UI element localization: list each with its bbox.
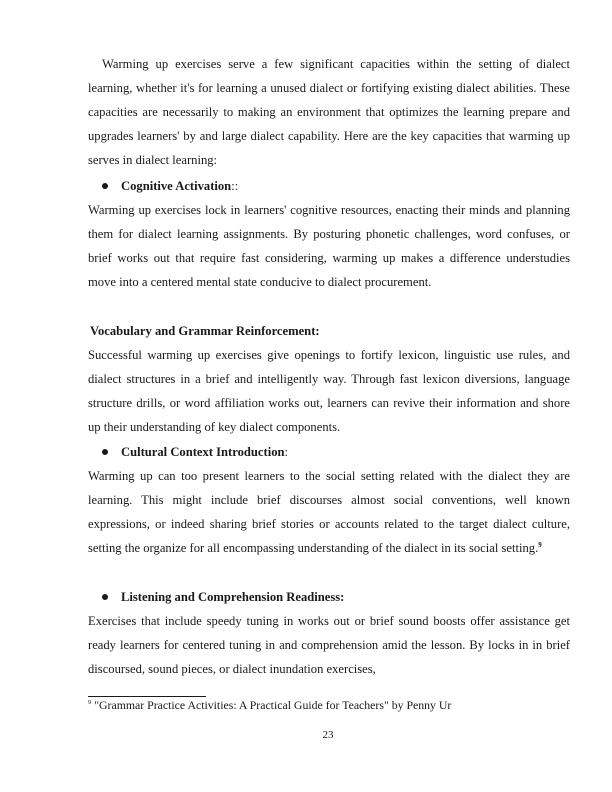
footnote: $^9$ "Grammar Practice Activities: A Practical Guide for Teachers" by Penny Ur <box>88 698 452 712</box>
bullet-dot <box>102 449 108 455</box>
section-heading-listening: Listening and Comprehension Readiness: <box>121 590 345 604</box>
section-heading-cultural: Cultural Context Introduction <box>121 445 285 459</box>
bullet-dot <box>102 594 108 600</box>
bullet-dot <box>102 183 108 189</box>
paragraph-cultural: Warming up can too present learners to the social setting related with the dialect they are learning. This might include brief discourses almost social conventions, well known expressions, or indeed sharing brief stories or accounts related to the target dialect culture, setting the organize for all encompassing understanding of the dialect in its social setting.$^9$ <box>88 469 570 556</box>
paragraph-listening: Exercises that include speedy tuning in works out or brief sound boosts offer assistance get ready learners for centered tuning in and comprehension amid the lesson. By locks in in brief discoursed, sound pieces, or dialect inundation exercises, <box>88 614 570 677</box>
footnote-marker: 9 <box>538 541 542 550</box>
intro-paragraph: Warming up exercises serve a few significant capacities within the setting of dialect learning, whether it's for learning a unused dialect or fortifying existing dialect abilities. These capacities are necessarily to making an environment that optimizes the learning prepare and upgrades learners' by and large dialect capability. Here are the key capacities that warming up serves in dialect learning: <box>88 57 570 168</box>
page-number: 23 <box>322 729 334 741</box>
footnote-divider <box>88 696 206 697</box>
section-heading-vocabulary: Vocabulary and Grammar Reinforcement: <box>90 324 320 338</box>
paragraph-vocabulary: Successful warming up exercises give openings to fortify lexicon, linguistic use rules, and dialect structures in a brief and intelligently way. Through fast lexicon diversions, language structure drills, or word affiliation works out, learners can revive their information and shore up their understanding of key dialect components. <box>88 348 570 435</box>
document-page: Warming up exercises serve a few significant capacities within the setting of dialect learning, whether it's for learning a unused dialect or fortifying existing dialect abilities. These capacities are necessarily to making an environment that optimizes the learning prepare and upgrades learners' by and large dialect capability. Here are the key capacities that warming up serves in dialect learning: Cognitive Activation:: Warming up exercises lock in learners' cognitive resources, enacting their minds and planning them for dialect learning assignments. By posturing phonetic challenges, word confuses, or brief works out that require fast considering, warming up makes a difference understudies move into a centered mental state conducive to dialect procurement. Vocabulary and Grammar Reinforcement: Successful warming up exercises give openings to fortify lexicon, linguistic use rules, and dialect structures in a brief and intelligently way. Through fast lexicon diversions, language structure drills, or word affiliation works out, learners can revive their information and shore up their understanding of key dialect components. Cultural Context Introduction: Warming up can too present learners to the social setting related with the dialect they are learning. This might include brief discourses almost social conventions, well known expressions, or indeed sharing brief stories or accounts related to the target dialect culture, setting the organize for all encompassing understanding of the dialect in its social setting.$^9$ Listening and Comprehension Readiness: Exercises that include speedy tuning in works out or brief sound boosts offer assistance get ready learners for centered tuning in and comprehension amid the lesson. By locks in in brief discoursed, sound pieces, or dialect inundation exercises, $^9$ "Grammar Practice Activities: A Practical Guide for Teachers" by Penny Ur 23 <box>0 0 612 792</box>
section-heading-cognitive: Cognitive Activation <box>121 179 232 193</box>
paragraph-cognitive: Warming up exercises lock in learners' cognitive resources, enacting their minds and planning them for dialect learning assignments. By posturing phonetic challenges, word confuses, or brief works out that require fast considering, warming up makes a difference understudies move into a centered mental state conducive to dialect procurement. <box>88 203 570 290</box>
